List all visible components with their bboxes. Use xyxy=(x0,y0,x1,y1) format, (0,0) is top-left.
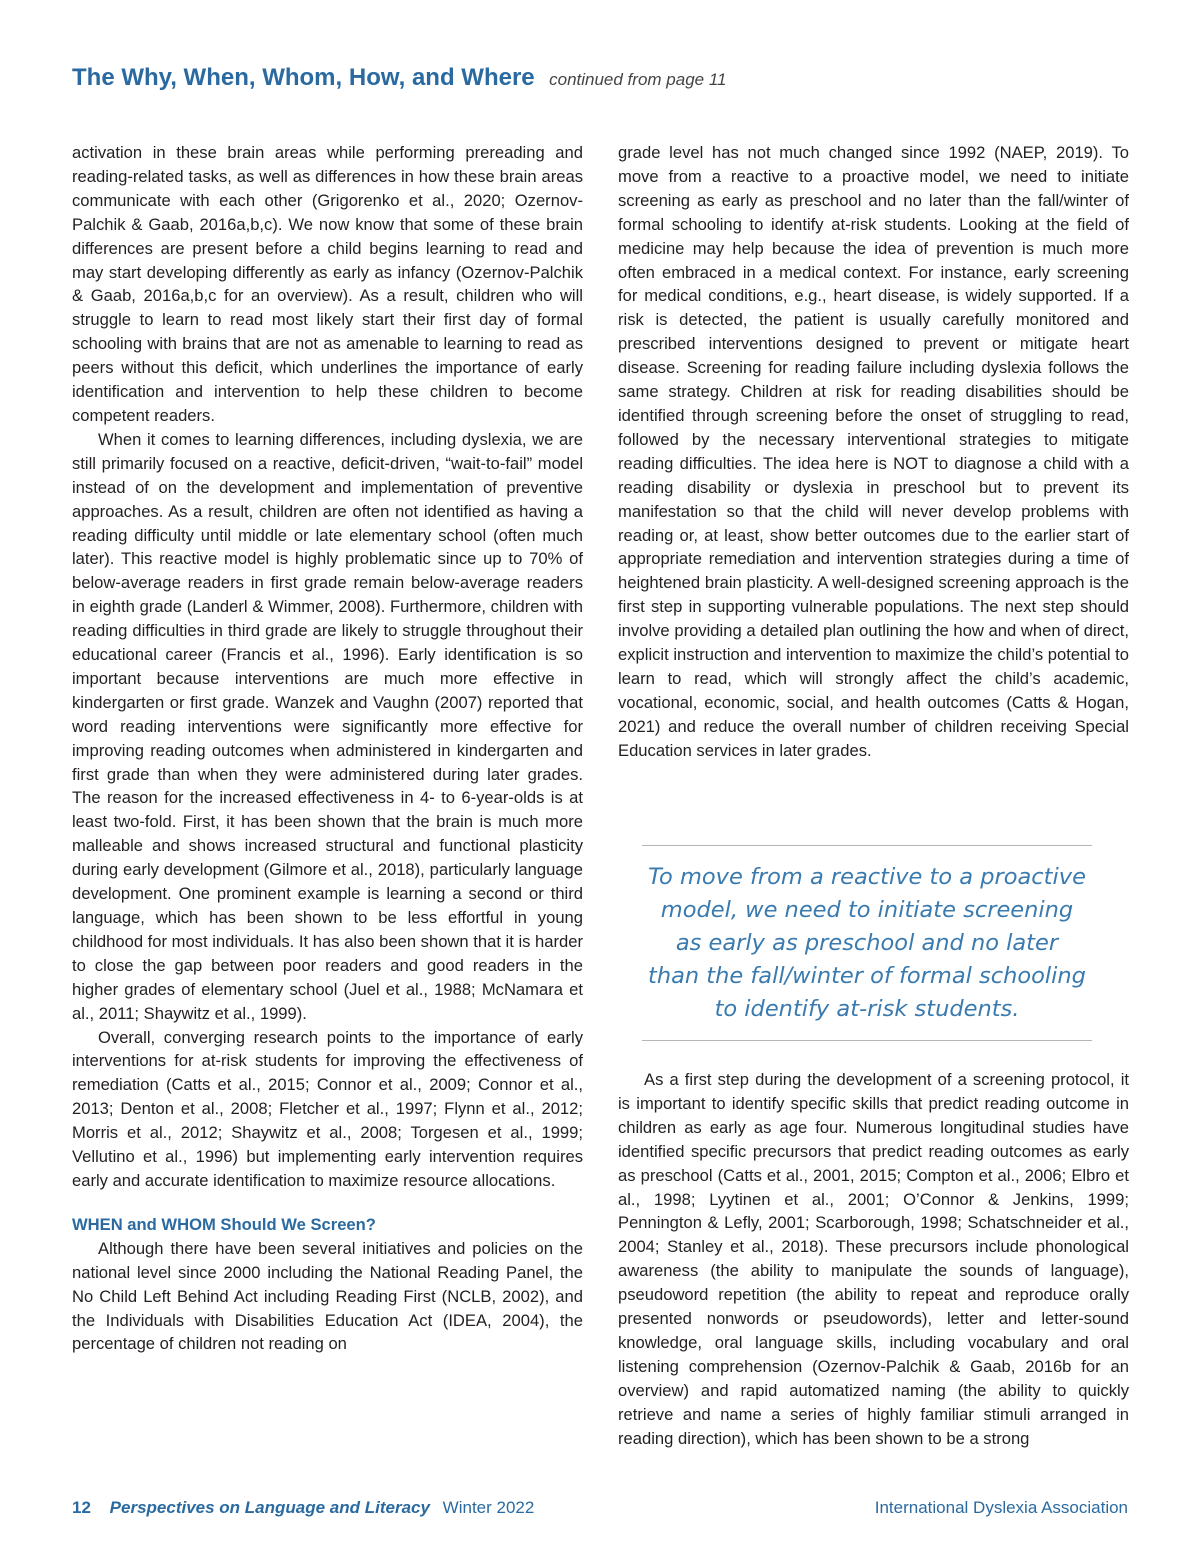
issue-date: Winter 2022 xyxy=(442,1498,535,1517)
journal-name: Perspectives on Language and Literacy xyxy=(109,1498,430,1517)
pull-quote xyxy=(642,845,1092,1041)
section-heading-when-whom: WHEN and WHOM Should We Screen? xyxy=(72,1214,376,1234)
continued-from-note: continued from page 11 xyxy=(549,70,727,89)
paragraph-left-2: When it comes to learning differences, including dyslexia, we are still primarily focused on a reactive, deficit-driven, “wait-to-fail” model instead of on the development and implementation of preventive approaches. As a result, children are often not identified as having a reading difficulty until middle or late elementary school (often much later). This reactive model is highly problematic since up to 70% of below-average readers in first grade remain below-average readers in eighth grade (Landerl & Wimmer, 2008). Furthermore, children with reading difficulties in third grade are likely to struggle throughout their educational career (Francis et al., 1996). Early identification is so important because interventions are much more effective in kindergarten or first grade. Wanzek and Vaughn (2007) reported that word reading interventions were significantly more effective for improving reading outcomes when administered in kindergarten and first grade than when they were administered during later grades. The reason for the increased effectiveness in 4- to 6-year-olds is at least two-fold. First, it has been shown that the brain is much more malleable and shows increased structural and functional plasticity during early development (Gilmore et al., 2018), particularly language development. One prominent example is learning a second or third language, which has been shown to be less effortful in young childhood for most individuals. It has also been shown that it is harder to close the gap between poor readers and good readers in the higher grades of elementary school (Juel et al., 1988; McNamara et al., 2011; Shaywitz et al., 1999). xyxy=(72,429,584,1023)
running-head xyxy=(72,64,726,92)
paragraph-right-2: As a first step during the development of a screening protocol, it is important to identify specific skills that predict reading outcome in children as early as age four. Numerous longitudinal studies have identified specific precursors that predict reading outcomes as early as preschool (Catts et al., 2001, 2015; Compton et al., 2006; Elbro et al., 1998; Lyytinen et al., 2001; O’Connor & Jenkins, 1999; Pennington & Lefly, 2001; Scarborough, 1998; Schatschneider et al., 2004; Stanley et al., 2018). These precursors include phonological awareness (the ability to manipulate the sounds of language), pseudoword repetition (the ability to repeat and reproduce orally presented nonwords or pseudowords), letter and letter-sound knowledge, oral language skills, including vocabulary and oral listening comprehension (Ozernov-Palchik & Gaab, 2016b for an overview) and rapid automatized naming (the ability to quickly retrieve and name a series of highly familiar stimuli arranged in reading direction), which has been shown to be a strong xyxy=(618,1070,1129,1448)
page-number: 12 xyxy=(72,1498,91,1517)
left-column xyxy=(72,141,583,1356)
paragraph-left-3: Overall, converging research points to the importance of early interventions for at-risk students for improving the effectiveness of remediation (Catts et al., 2015; Connor et al., 2009; Connor et al., 2013; Denton et al., 2008; Fletcher et al., 1997; Flynn et al., 2012; Morris et al., 2012; Shaywitz et al., 2008; Torgesen et al., 1999; Vellutino et al., 1996) but implementing early intervention requires early and accurate identification to maximize resource allocations. xyxy=(72,1027,583,1190)
page-footer xyxy=(72,1498,1128,1518)
paragraph-left-1: activation in these brain areas while performing prereading and reading-related tasks, as well as differences in how these brain areas communicate with each other (Grigorenko et al., 2020; Ozernov-Palchik & Gaab, 2016a,b,c). We now know that some of these brain differences are present before a child begins learning to read and may start developing differently as early as infancy (Ozernov-Palchik & Gaab, 2016a,b,c for an overview). As a result, children who will struggle to learn to read most likely start their first day of formal schooling with brains that are not as amenable to learning to read as peers without this deficit, which underlines the importance of early identification and intervention to help these children to become competent readers. xyxy=(72,143,583,425)
pull-quote-text: To move from a reactive to a proactive model, we need to initiate screening as early as preschool and no later than the fall/winter of formal schooling to identify at-risk students. xyxy=(648,863,1086,1022)
right-column-top xyxy=(618,141,1129,763)
right-column-bottom xyxy=(618,1068,1129,1451)
organization-name: International Dyslexia Association xyxy=(874,1498,1128,1517)
paragraph-right-1: grade level has not much changed since 1992 (NAEP, 2019). To move from a reactive to a proactive model, we need to initiate screening as early as preschool and no later than the fall/winter of formal schooling to identify at-risk students. Looking at the field of medicine may help because the idea of prevention is much more often embraced in a medical context. For instance, early screening for medical conditions, e.g., heart disease, is widely supported. If a risk is detected, the patient is usually carefully monitored and prescribed interventions designed to prevent or mitigate heart disease. Screening for reading failure including dyslexia follows the same strategy. Children at risk for reading disabilities should be identified through screening before the onset of struggling to read, followed by the necessary interventional strategies to mitigate reading difficulties. The idea here is NOT to diagnose a child with a reading disability or dyslexia in preschool but to prevent its manifestation so that the child will never develop problems with reading or, at least, show better outcomes due to the earlier start of appropriate remediation and intervention strategies during a time of heightened brain plasticity. A well-designed screening approach is the first step in supporting vulnerable populations. The next step should involve providing a detailed plan outlining the how and when of direct, explicit instruction and intervention to maximize the child’s potential to learn to read, which will strongly affect the child’s academic, vocational, economic, social, and health outcomes (Catts & Hogan, 2021) and reduce the overall number of children receiving Special Education services in later grades. xyxy=(618,143,1129,760)
article-title: The Why, When, Whom, How, and Where xyxy=(72,64,535,91)
paragraph-left-4: Although there have been several initiatives and policies on the national level since 2000 including the National Reading Panel, the No Child Left Behind Act including Reading First (NCLB, 2002), and the Individuals with Disabilities Education Act (IDEA, 2004), the percentage of children not reading on xyxy=(72,1238,583,1354)
